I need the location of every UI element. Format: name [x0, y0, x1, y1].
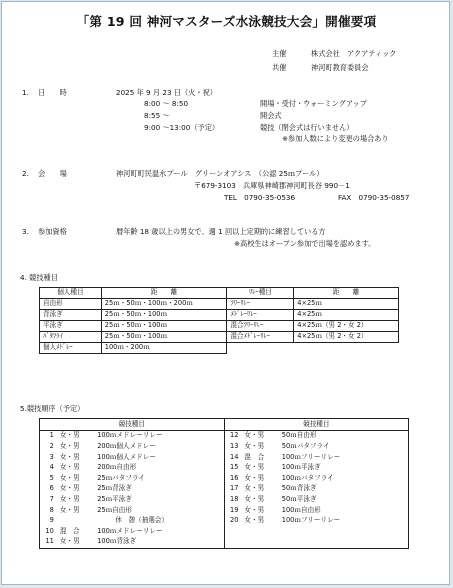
- event-distance: 25ｍ・50ｍ・100ｍ・200ｍ: [101, 299, 227, 310]
- order-event: 50ｍ自由形: [281, 431, 317, 440]
- table-row: [40, 463, 409, 474]
- venue-fax: FAX 0790-35-0857: [338, 193, 410, 202]
- table-row: [40, 343, 399, 354]
- events-header-row: [40, 288, 399, 299]
- events-header-individual: 個人種目: [40, 288, 102, 299]
- order-category: 女・男: [59, 473, 80, 482]
- relay-event: ﾒﾄﾞﾚｰﾘﾚｰ: [227, 310, 294, 321]
- cosponsor-name: 神河町教育委員会: [311, 63, 369, 72]
- order-number: 12: [230, 431, 239, 440]
- order-number: 18: [230, 494, 239, 503]
- eligibility-text: 暦年齢 18 歳以上の男女で、週 1 回以上定期的に練習している方: [116, 227, 326, 236]
- venue-name: 神河町町民温水プール グリーンオアシス （公認 25ｍプール）: [116, 169, 324, 178]
- section-3-number: 3.: [22, 227, 29, 236]
- schedule-time-2: 8:55 ～: [144, 111, 170, 120]
- events-header-distance: 距 離: [101, 288, 227, 299]
- table-row: [40, 537, 409, 548]
- table-row: [40, 495, 409, 506]
- relay-distance: 4×25ｍ（男 2・女 2）: [294, 332, 399, 343]
- events-header-relay-distance: 距 離: [294, 288, 399, 299]
- event-stroke: ﾊﾞﾀﾌﾗｲ: [40, 332, 102, 343]
- event-distance: 25ｍ・50ｍ・100ｍ: [101, 321, 227, 332]
- section-2-label: 会 場: [38, 169, 67, 178]
- events-table: [39, 287, 399, 354]
- events-header-relay: ﾘﾚｰ種目: [227, 288, 294, 299]
- order-category: 女・男: [59, 463, 80, 472]
- order-category: 女・男: [59, 431, 80, 440]
- event-stroke: 自由形: [40, 299, 102, 310]
- table-row: [40, 431, 409, 442]
- order-event: 100ｍフリーリレー: [281, 516, 341, 525]
- order-number: 19: [230, 505, 239, 514]
- order-event: 50ｍ平泳ぎ: [281, 494, 317, 503]
- order-header-right: 競技種目: [224, 419, 408, 431]
- relay-event: ﾌﾘｰﾘﾚｰ: [227, 299, 294, 310]
- order-number: 13: [230, 441, 239, 450]
- event-distance: 25ｍ・50ｍ・100ｍ: [101, 310, 227, 321]
- order-category: 女・男: [59, 494, 80, 503]
- event-stroke: 個人ﾒﾄﾞﾚｰ: [40, 343, 102, 354]
- schedule-desc-2: 開会式: [260, 111, 282, 120]
- relay-event: 混合ﾒﾄﾞﾚｰﾘﾚｰ: [227, 332, 294, 343]
- order-event: 50ｍ背泳ぎ: [281, 484, 317, 493]
- schedule-note: ※参加人数により変更の場合あり: [282, 134, 389, 143]
- order-category: 女・男: [244, 463, 265, 472]
- order-category: [244, 537, 281, 548]
- order-category: 女・男: [244, 441, 265, 450]
- order-number: 15: [230, 463, 239, 472]
- order-category: 女・男: [244, 473, 265, 482]
- section-2-number: 2.: [22, 169, 29, 178]
- order-category: [244, 526, 281, 537]
- table-row: [40, 526, 409, 537]
- page-title: 「第 19 回 神河マスターズ水泳競技大会」開催要項: [76, 14, 377, 29]
- order-table: [39, 418, 409, 549]
- event-distance: 100ｍ・200ｍ: [101, 343, 227, 354]
- order-event: 100ｍフリーリレー: [281, 452, 341, 461]
- order-event: 100ｍバタフライ: [281, 473, 334, 482]
- order-event: 25ｍ自由形: [97, 505, 224, 516]
- event-date: 2025 年 9 月 23 日（火・祝）: [116, 88, 217, 97]
- relay-event: 混合ﾌﾘｰﾘﾚｰ: [227, 321, 294, 332]
- order-event: 100ｍメドレーリレー: [97, 526, 224, 537]
- order-event: [282, 537, 409, 548]
- section-5-heading: 5.競技順序（予定）: [20, 404, 85, 413]
- order-number: [224, 537, 244, 548]
- order-category: 混 合: [59, 526, 80, 535]
- eligibility-note: ※高校生はオープン参加で出場を認めます。: [234, 239, 376, 248]
- section-1-label: 日 時: [38, 88, 67, 97]
- order-number: 16: [230, 473, 239, 482]
- order-number: 14: [230, 452, 239, 461]
- order-event: 200ｍ個人メドレー: [97, 442, 224, 453]
- schedule-desc-3: 競技（閉会式は行いません）: [260, 123, 354, 132]
- order-category: 女・男: [59, 452, 80, 461]
- section-1-number: 1.: [22, 88, 29, 97]
- order-number: 4: [49, 463, 54, 472]
- sponsor-label: 主催: [272, 49, 287, 58]
- table-row: [40, 484, 409, 495]
- event-stroke: 平泳ぎ: [40, 321, 102, 332]
- order-event: 50ｍバタフライ: [281, 441, 330, 450]
- order-number: 5: [49, 473, 54, 482]
- order-category: 女・男: [59, 484, 80, 493]
- venue-tel: TEL 0790-35-0536: [224, 193, 296, 202]
- order-number: 10: [45, 526, 54, 535]
- order-number: 2: [49, 441, 54, 450]
- order-category: 女・男: [244, 505, 265, 514]
- table-row: [40, 299, 399, 310]
- order-event: 100ｍ自由形: [281, 505, 321, 514]
- order-number: 17: [230, 484, 239, 493]
- table-row: [40, 516, 409, 527]
- order-header-row: [40, 419, 409, 431]
- document-page: [1, 1, 450, 585]
- table-row: [40, 473, 409, 484]
- order-category: 混 合: [244, 452, 265, 461]
- order-event: 100ｍ平泳ぎ: [281, 463, 321, 472]
- order-event: 100ｍ背泳ぎ: [97, 537, 224, 548]
- order-event: 100ｍメドレーリレー: [97, 431, 224, 442]
- order-category: 女・男: [59, 505, 80, 514]
- order-header-left: 競技種目: [40, 419, 225, 431]
- schedule-time-1: 8:00 ～ 8:50: [144, 99, 189, 108]
- order-number: [224, 526, 244, 537]
- relay-distance: 4×25ｍ: [294, 299, 399, 310]
- order-event: 25ｍ背泳ぎ: [97, 484, 224, 495]
- empty-cell: [294, 343, 399, 354]
- schedule-time-3: 9:00 ～13:00（予定）: [144, 123, 220, 132]
- order-number: 3: [49, 452, 54, 461]
- order-number: 20: [230, 516, 239, 525]
- order-number: 1: [49, 431, 54, 440]
- order-category: 女・男: [59, 537, 80, 546]
- order-break: 休 憩（抽選会）: [60, 516, 224, 527]
- order-event: 25ｍバタフライ: [97, 473, 224, 484]
- order-event: [282, 526, 409, 537]
- order-number: 8: [49, 505, 54, 514]
- order-event: 200ｍ自由形: [97, 463, 224, 474]
- order-category: 女・男: [244, 431, 265, 440]
- order-category: 女・男: [59, 441, 80, 450]
- empty-cell: [227, 343, 294, 354]
- section-3-label: 参加資格: [38, 227, 67, 236]
- order-category: 女・男: [244, 494, 265, 503]
- table-row: [40, 310, 399, 321]
- order-category: 女・男: [244, 516, 265, 525]
- table-row: [40, 452, 409, 463]
- order-number: 6: [49, 484, 54, 493]
- sponsor-name: 株式会社 アクアティック: [311, 49, 397, 58]
- table-row: [40, 332, 399, 343]
- order-event: 100ｍ個人メドレー: [97, 452, 224, 463]
- relay-distance: 4×25ｍ: [294, 310, 399, 321]
- table-row: [40, 442, 409, 453]
- order-number: 11: [45, 537, 54, 546]
- order-event: 25ｍ平泳ぎ: [97, 495, 224, 506]
- order-number: 7: [49, 494, 54, 503]
- event-distance: 25ｍ・50ｍ・100ｍ: [101, 332, 227, 343]
- venue-address: 〒679-3103 兵庫県神崎郡神河町長谷 990－1: [194, 181, 350, 190]
- relay-distance: 4×25ｍ（男 2・女 2）: [294, 321, 399, 332]
- order-number: 9: [49, 516, 54, 525]
- event-stroke: 背泳ぎ: [40, 310, 102, 321]
- table-row: [40, 321, 399, 332]
- cosponsor-label: 共催: [272, 63, 287, 72]
- section-4-heading: 4. 競技種目: [20, 273, 58, 282]
- order-category: 女・男: [244, 484, 265, 493]
- schedule-desc-1: 開場・受付・ウォーミングアップ: [260, 99, 367, 108]
- table-row: [40, 505, 409, 516]
